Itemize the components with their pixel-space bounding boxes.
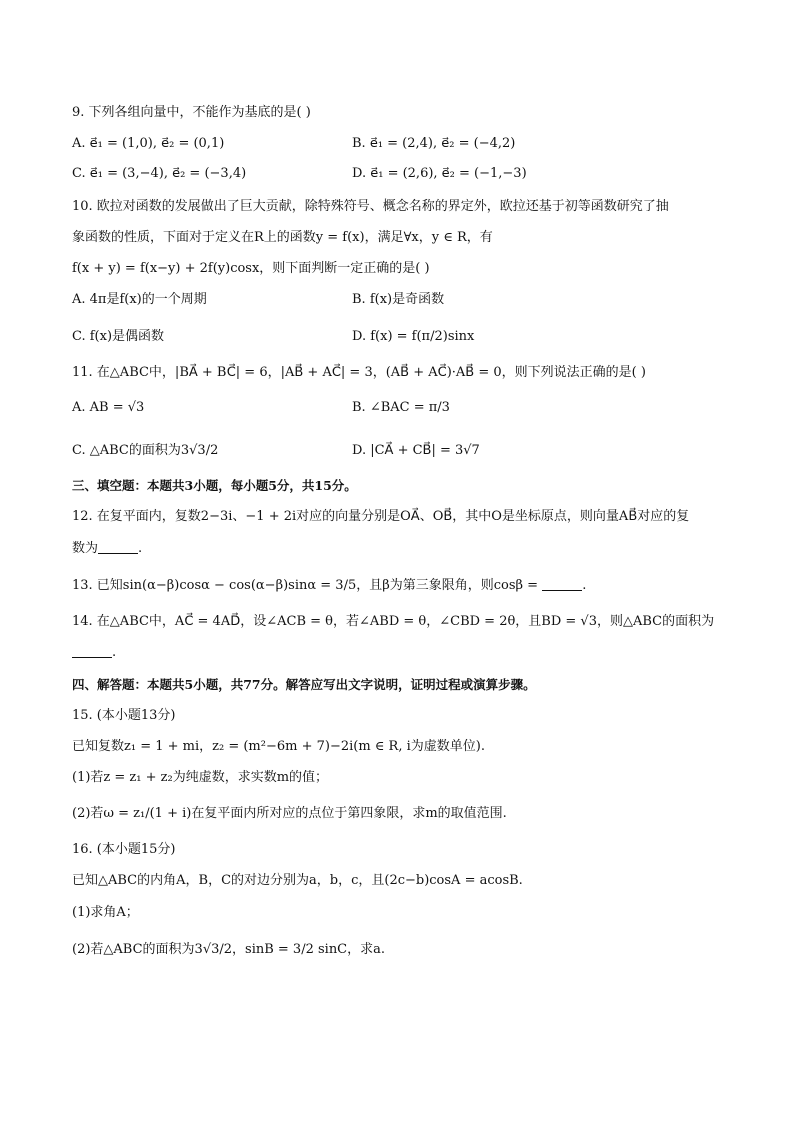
question-16-part-1: (1)求角A；: [72, 905, 139, 920]
section-4-heading: 四、解答题：本题共5小题，共77分。解答应写出文字说明，证明过程或演算步骤。: [72, 677, 536, 692]
question-15-part-1: (1)若z = z₁ + z₂为纯虚数，求实数m的值；: [72, 770, 329, 785]
question-15-part-2: (2)若ω = z₁/(1 + i)在复平面内所对应的点位于第四象限，求m的取值范围.: [72, 806, 507, 821]
question-10-option-d: D. f(x) = f(π/2)sinx: [352, 329, 475, 344]
section-3-heading: 三、填空题：本题共3小题，每小题5分，共15分。: [72, 478, 357, 493]
question-11-option-c: C. △ABC的面积为3√3/2: [72, 443, 219, 458]
answer-blank: [542, 576, 582, 591]
question-11-option-a: A. AB = √3: [72, 400, 145, 415]
question-14-line-2: .: [72, 643, 722, 663]
question-10-option-a: A. 4π是f(x)的一个周期: [72, 292, 207, 307]
question-15-stem: 已知复数z₁ = 1 + mi，z₂ = (m²−6m + 7)−2i(m ∈ R, i为虚数单位).: [72, 739, 485, 754]
question-10-line-2: 象函数的性质，下面对于定义在R上的函数y = f(x)，满足∀x，y ∈ R，有: [72, 230, 493, 245]
question-11-stem: 11. 在△ABC中，|BA⃗ + BC⃗| = 6，|AB⃗ + AC⃗| = 3，(AB⃗ + AC⃗)·AB⃗ = 0，则下列说法正确的是( ): [72, 365, 646, 380]
question-15-title: 15. (本小题13分): [72, 708, 176, 723]
question-9-option-b: B. e⃗₁ = (2,4), e⃗₂ = (−4,2): [352, 136, 516, 151]
question-10-line-3: f(x + y) = f(x−y) + 2f(y)cosx，则下面判断一定正确的是( ): [72, 261, 430, 276]
question-13-stem: 13. 已知sin(α−β)cosα − cos(α−β)sinα = 3/5，且β为第三象限角，则cosβ =: [72, 578, 543, 593]
question-16-title: 16. (本小题15分): [72, 842, 176, 857]
question-9-option-d: D. e⃗₁ = (2,6), e⃗₂ = (−1,−3): [352, 166, 527, 181]
question-12-prefix: 数为: [72, 541, 99, 556]
answer-blank: [72, 643, 112, 658]
question-11-option-d: D. |CA⃗ + CB⃗| = 3√7: [352, 443, 480, 458]
question-10-option-b: B. f(x)是奇函数: [352, 292, 445, 307]
question-9-option-c: C. e⃗₁ = (3,−4), e⃗₂ = (−3,4): [72, 166, 247, 181]
question-16-part-2: (2)若△ABC的面积为3√3/2，sinB = 3/2 sinC，求a.: [72, 942, 386, 957]
answer-blank: [98, 539, 138, 554]
question-12-line-1: 12. 在复平面内，复数2−3i、−1 + 2i对应的向量分别是OA⃗、OB⃗，其中O是坐标原点，则向量AB⃗对应的复: [72, 509, 690, 524]
question-10-line-1: 10. 欧拉对函数的发展做出了巨大贡献，除特殊符号、概念名称的界定外，欧拉还基于初等函数研究了抽: [72, 199, 669, 214]
question-16-stem: 已知△ABC的内角A，B，C的对边分别为a，b，c，且(2c−b)cosA = acosB.: [72, 873, 523, 888]
question-9-option-a: A. e⃗₁ = (1,0), e⃗₂ = (0,1): [72, 136, 225, 151]
question-11-option-b: B. ∠BAC = π/3: [352, 400, 450, 415]
question-13: 13. 已知sin(α−β)cosα − cos(α−β)sinα = 3/5，且β为第三象限角，则cosβ = .: [72, 578, 587, 593]
question-12-line-2: 数为 .: [72, 541, 143, 556]
question-9-stem: 9. 下列各组向量中，不能作为基底的是( ): [72, 105, 311, 120]
question-14-line-1: 14. 在△ABC中，AC⃗ = 4AD⃗，设∠ACB = θ，若∠ABD = θ，∠CBD = 2θ，且BD = √3，则△ABC的面积为: [72, 614, 715, 629]
question-10-option-c: C. f(x)是偶函数: [72, 329, 165, 344]
